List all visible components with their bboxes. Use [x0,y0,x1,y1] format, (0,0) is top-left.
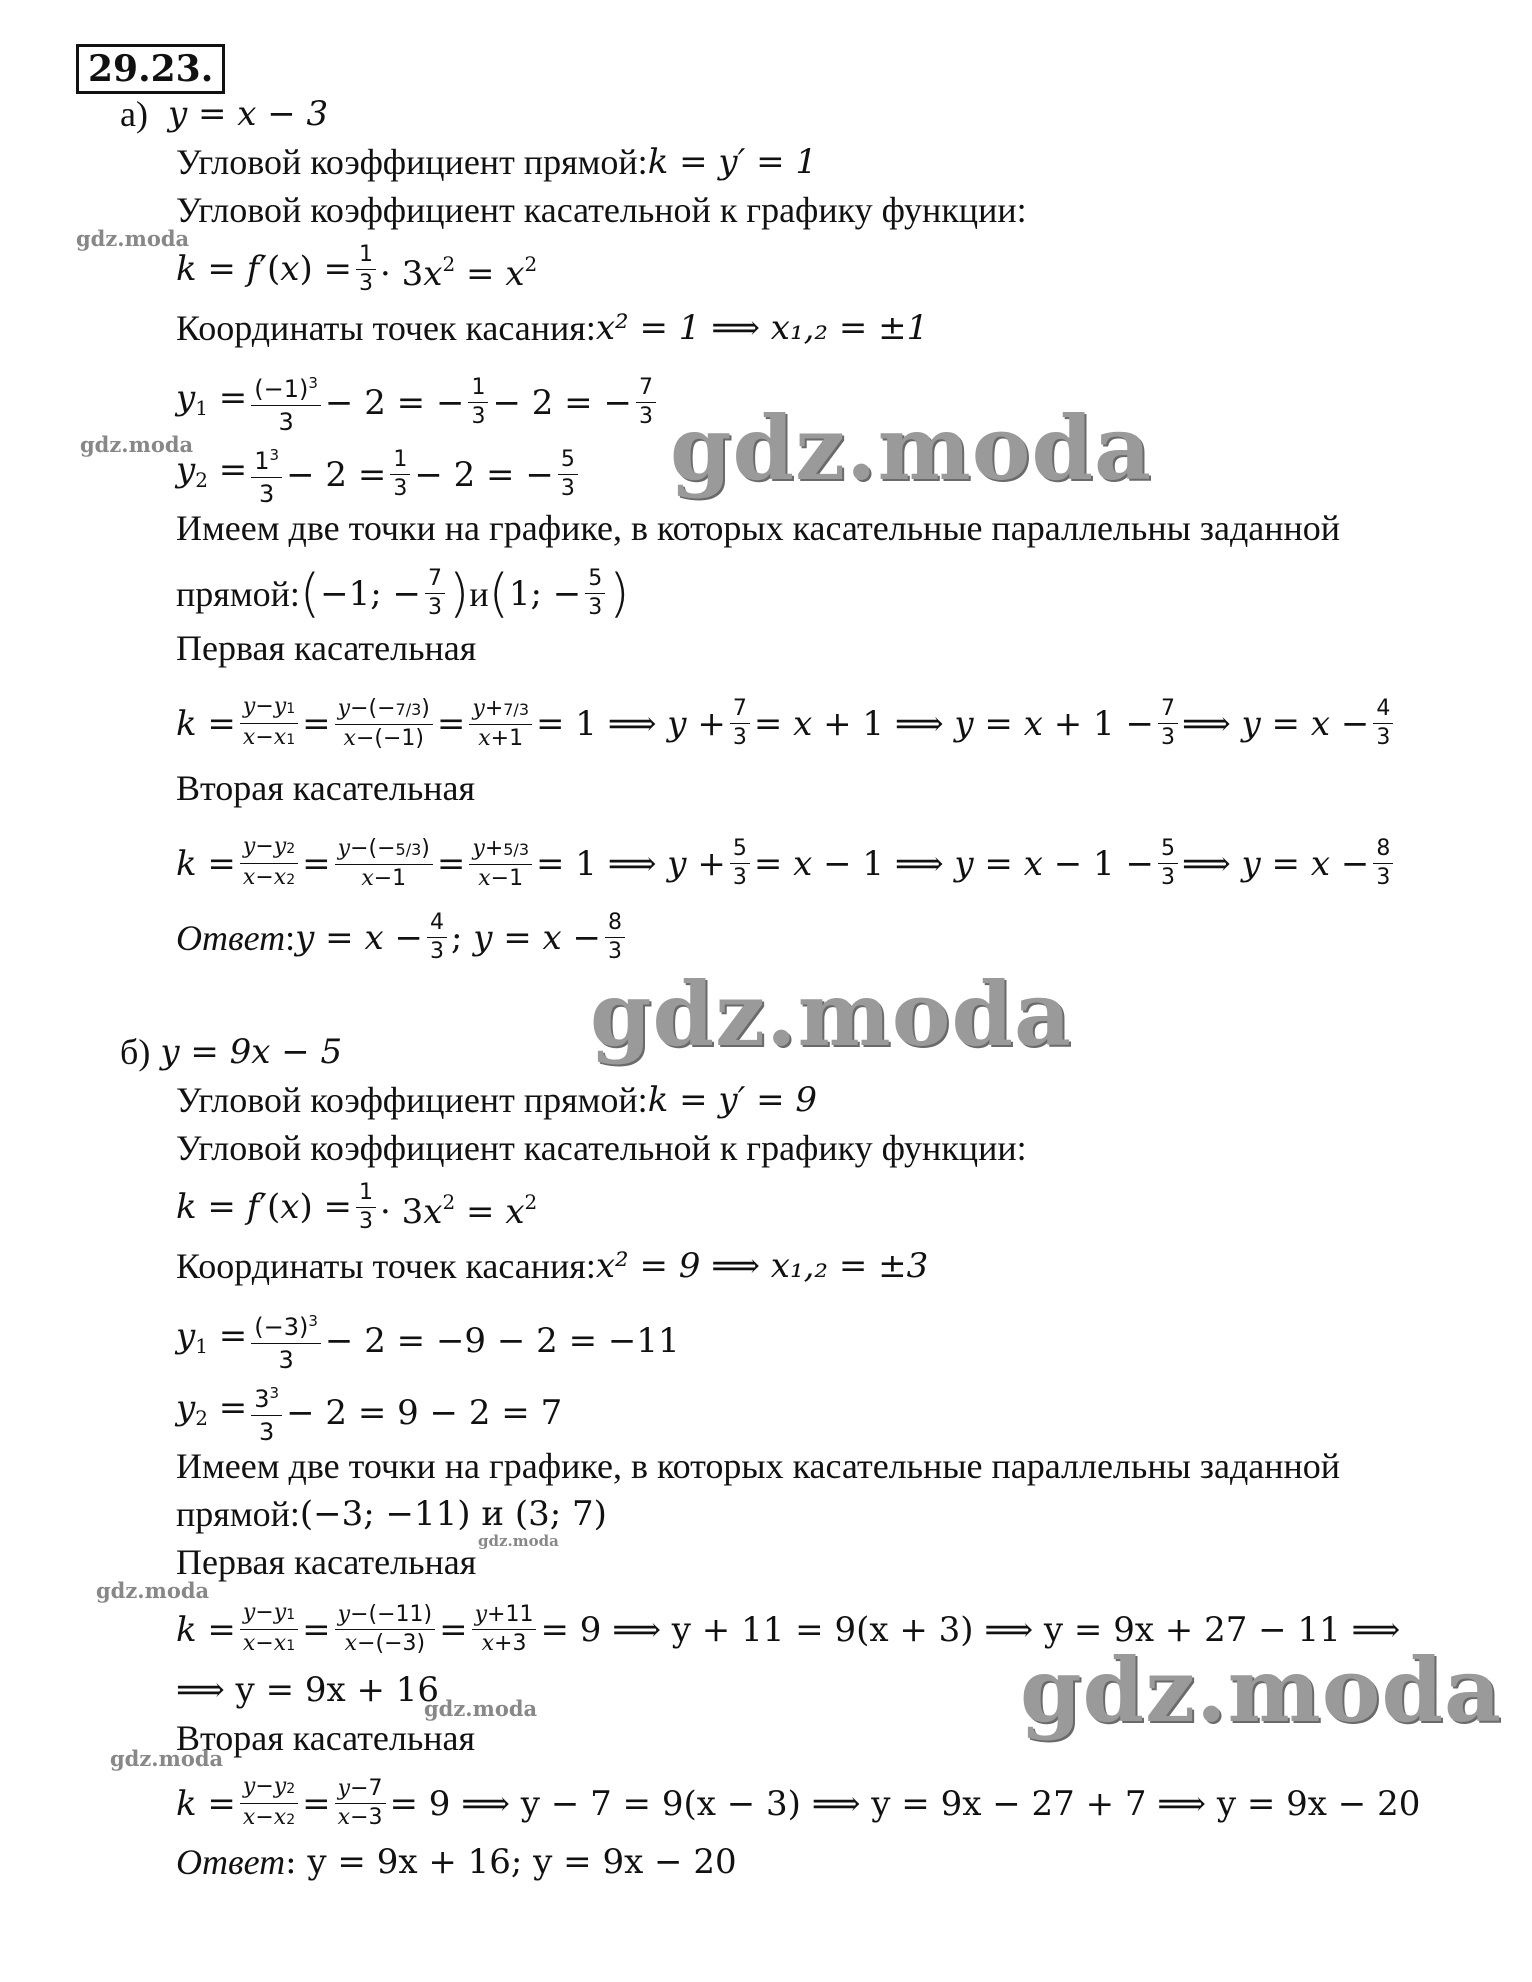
part-a-tangent-points-text: Координаты точек касания: [176,308,596,348]
part-b-second-tangent-label: Вторая касательная [176,1718,476,1758]
part-a-header [120,90,328,138]
part-a-points-text-2: прямой: ( −1; − $\frac{7}{3}$ ) и ( 1; − $\frac{5}{3}$ ) [176,563,630,624]
part-b-y2-rest: − 2 = 9 − 2 = 7 [286,1392,563,1433]
part-b-first-cont [176,1666,439,1714]
part-a-slope-math: k = y′ = 1 [647,142,818,182]
part-a-y1: $y_1$ = $\frac{(-1)^3}{3}$ − 2 = − $\frac{1}{3}$ − 2 = − $\frac{7}{3}$ [176,368,660,437]
part-a-and: и [469,573,489,614]
part-a-second-equation: k = $\frac{y-y2}{x-x2}$ = $\frac{y-(-5/3)}{x-1}$ = $\frac{y+5/3}{x-1}$ = 1 ⟹ y + $\frac{5}{3}$ = x − 1 ⟹ y = x − 1 − $\frac{5}{3}$ ⟹ y = x − $\frac{8}{3}$ [176,834,1397,893]
part-b-second-rest: = 9 ⟹ y − 7 = 9(x − 3) ⟹ y = 9x − 27 + 7 ⟹ y = 9x − 20 [389,1783,1421,1824]
part-a-slope-text: Угловой коэффициент прямой: [176,142,648,182]
part-b-first-rest: = 9 ⟹ y + 11 = 9(x + 3) ⟹ y = 9x + 27 − 11 ⟹ [540,1609,1401,1650]
part-b-label: б) [120,1032,151,1072]
part-b-answer [176,1838,737,1886]
watermark-small-5: gdz.moda [424,1696,538,1721]
part-a-second-tangent [176,764,475,812]
watermark-small-3: gdz.moda [96,1578,210,1603]
part-b-tangent-points [176,1242,928,1290]
watermark-large-1: gdz.moda [670,396,1153,500]
problem-number: 29.23. [76,44,225,94]
part-b-tangent-points-math: x² = 9 ⟹ x₁,₂ = ±3 [595,1246,929,1286]
part-a-answer-sep: : [285,917,296,958]
part-a-tangent-points-math: x² = 1 ⟹ x₁,₂ = ±1 [595,308,929,348]
part-b-answer-math: : y = 9x + 16; y = 9x − 20 [285,1842,737,1882]
watermark-large-3: gdz.moda [1020,1638,1503,1742]
part-a-tangent-slope [176,186,1027,234]
part-b-points-text-1-span: Имеем две точки на графике, в которых касательные параллельны заданной [176,1446,1341,1486]
part-a-second-tangent-label: Вторая касательная [176,768,476,808]
part-b-given: y = 9x − 5 [160,1032,343,1072]
part-a-derivative: k = f′(x) = $\frac{1}{3}$ · $3x^2 = x^2$ [176,241,538,296]
part-b-y1-rest: − 2 = −9 − 2 = −11 [324,1320,680,1361]
part-b-tangent-slope [176,1124,1027,1172]
part-b-first-tangent [176,1538,476,1586]
part-a-first-tangent [176,624,476,672]
part-a-points-text-1-span: Имеем две точки на графике, в которых касательные параллельны заданной [176,508,1341,548]
part-a-tangent-slope-text: Угловой коэффициент касательной к графику функции: [176,190,1027,230]
part-b-y2: $y_2$ = $\frac{3^3}{3}$ − 2 = 9 − 2 = 7 [176,1378,562,1447]
part-b-header [120,1028,342,1076]
part-b-points-text-1 [176,1442,1340,1490]
part-b-slope-math: k = y′ = 9 [647,1080,818,1120]
watermark-small-6: gdz.moda [110,1746,224,1771]
part-b-first-tangent-label: Первая касательная [176,1542,477,1582]
part-a-points-text-2-span: прямой: [176,573,300,614]
part-a-tangent-points [176,304,928,352]
part-b-tangent-points-text: Координаты точек касания: [176,1246,596,1286]
part-a-y2: $y_2$ = $\frac{1^3}{3}$ − 2 = $\frac{1}{3}$ − 2 = − $\frac{5}{3}$ [176,440,582,509]
part-b-answer-label: Ответ [176,1842,286,1882]
part-b-second-equation: k = $\frac{y-y2}{x-x2}$ = $\frac{y-7}{x-3}$ = 9 ⟹ y − 7 = 9(x − 3) ⟹ y = 9x − 27 + 7 ⟹ y = 9x − 20 [176,1774,1421,1830]
part-b-tangent-slope-text: Угловой коэффициент касательной к графику функции: [176,1128,1027,1168]
part-a-given: y = x − 3 [167,94,329,134]
part-a-line-slope [176,138,817,186]
part-a-answer-label: Ответ [176,917,286,958]
part-b-points-text-2-span: прямой: [176,1494,300,1534]
watermark-small-4: gdz.moda [478,1532,559,1550]
part-a-first-equation: k = $\frac{y-y1}{x-x1}$ = $\frac{y-(-7/3)}{x-(-1)}$ = $\frac{y+7/3}{x+1}$ = 1 ⟹ y + $\frac{7}{3}$ = x + 1 ⟹ y = x + 1 − $\frac{7}{3}$ ⟹ y = x − $\frac{4}{3}$ [176,694,1397,753]
part-b-first-equation: k = $\frac{y-y1}{x-x1}$ = $\frac{y-(-11)}{x-(-3)}$ = $\frac{y+11}{x+3}$ = 9 ⟹ y + 11 = 9(x + 3) ⟹ y = 9x + 27 − 11 ⟹ [176,1600,1401,1656]
watermark-small-1: gdz.moda [76,226,190,251]
part-b-line-slope [176,1076,817,1124]
part-b-first-cont-span: ⟹ y = 9x + 16 [176,1670,440,1710]
part-b-y1: $y_1$ = $\frac{(-3)^3}{3}$ − 2 = −9 − 2 = −11 [176,1306,680,1375]
part-b-slope-text: Угловой коэффициент прямой: [176,1080,648,1120]
part-b-derivative: k = f′(x) = $\frac{1}{3}$ · $3x^2 = x^2$ [176,1179,538,1234]
part-b-points-math: (−3; −11) и (3; 7) [299,1494,607,1534]
part-b-points-text-2 [176,1490,607,1538]
part-a-label: а) [120,94,148,134]
part-a-first-tangent-label: Первая касательная [176,628,477,668]
part-a-answer: Ответ : y = x − $\frac{4}{3}$ ; y = x − $\frac{8}{3}$ [176,910,629,965]
watermark-small-2: gdz.moda [80,432,194,457]
part-a-points-text-1 [176,504,1340,552]
watermark-large-2: gdz.moda [590,962,1073,1066]
